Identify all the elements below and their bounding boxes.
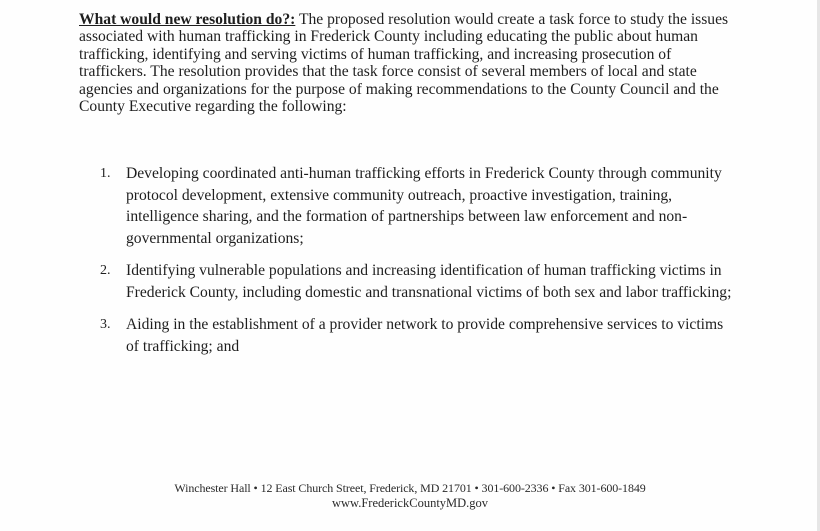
section-heading: What would new resolution do?: — [79, 11, 296, 28]
list-item-text: Aiding in the establishment of a provider network to provide comprehensive services to victims of trafficking; and — [126, 316, 724, 355]
recommendation-list — [79, 163, 739, 368]
list-item — [79, 260, 739, 303]
intro-paragraph — [79, 11, 739, 115]
list-item-number: 3. — [100, 317, 111, 332]
list-item-text: Developing coordinated anti-human trafficking efforts in Frederick County through community protocol development, extensive community outreach, proactive investigation, training, intelligence sharing, and the formation of partnerships between law enforcement and non-governmental organizations; — [126, 165, 722, 247]
footer-address: Winchester Hall • 12 East Church Street, Frederick, MD 21701 • 301-600-2336 • Fax 301-600-1849 — [174, 481, 646, 495]
list-item-number: 2. — [100, 263, 111, 278]
footer-website: www.FrederickCountyMD.gov — [331, 496, 489, 510]
intro-body: The proposed resolution would create a task force to study the issues associated with human trafficking in Frederick County including educating the public about human trafficking, identifying and serving victims of human trafficking, and increasing prosecution of traffickers. The resolution provides that the task force consist of several members of local and state agencies and organizations for the purpose of making recommendations to the County Council and the County Executive regarding the following: — [79, 11, 729, 116]
list-item — [79, 314, 739, 357]
list-item-text: Identifying vulnerable populations and increasing identification of human trafficking victims in Frederick County, including domestic and transnational victims of both sex and labor trafficking; — [126, 262, 732, 301]
list-item-number: 1. — [100, 166, 111, 181]
list-item — [79, 163, 739, 249]
